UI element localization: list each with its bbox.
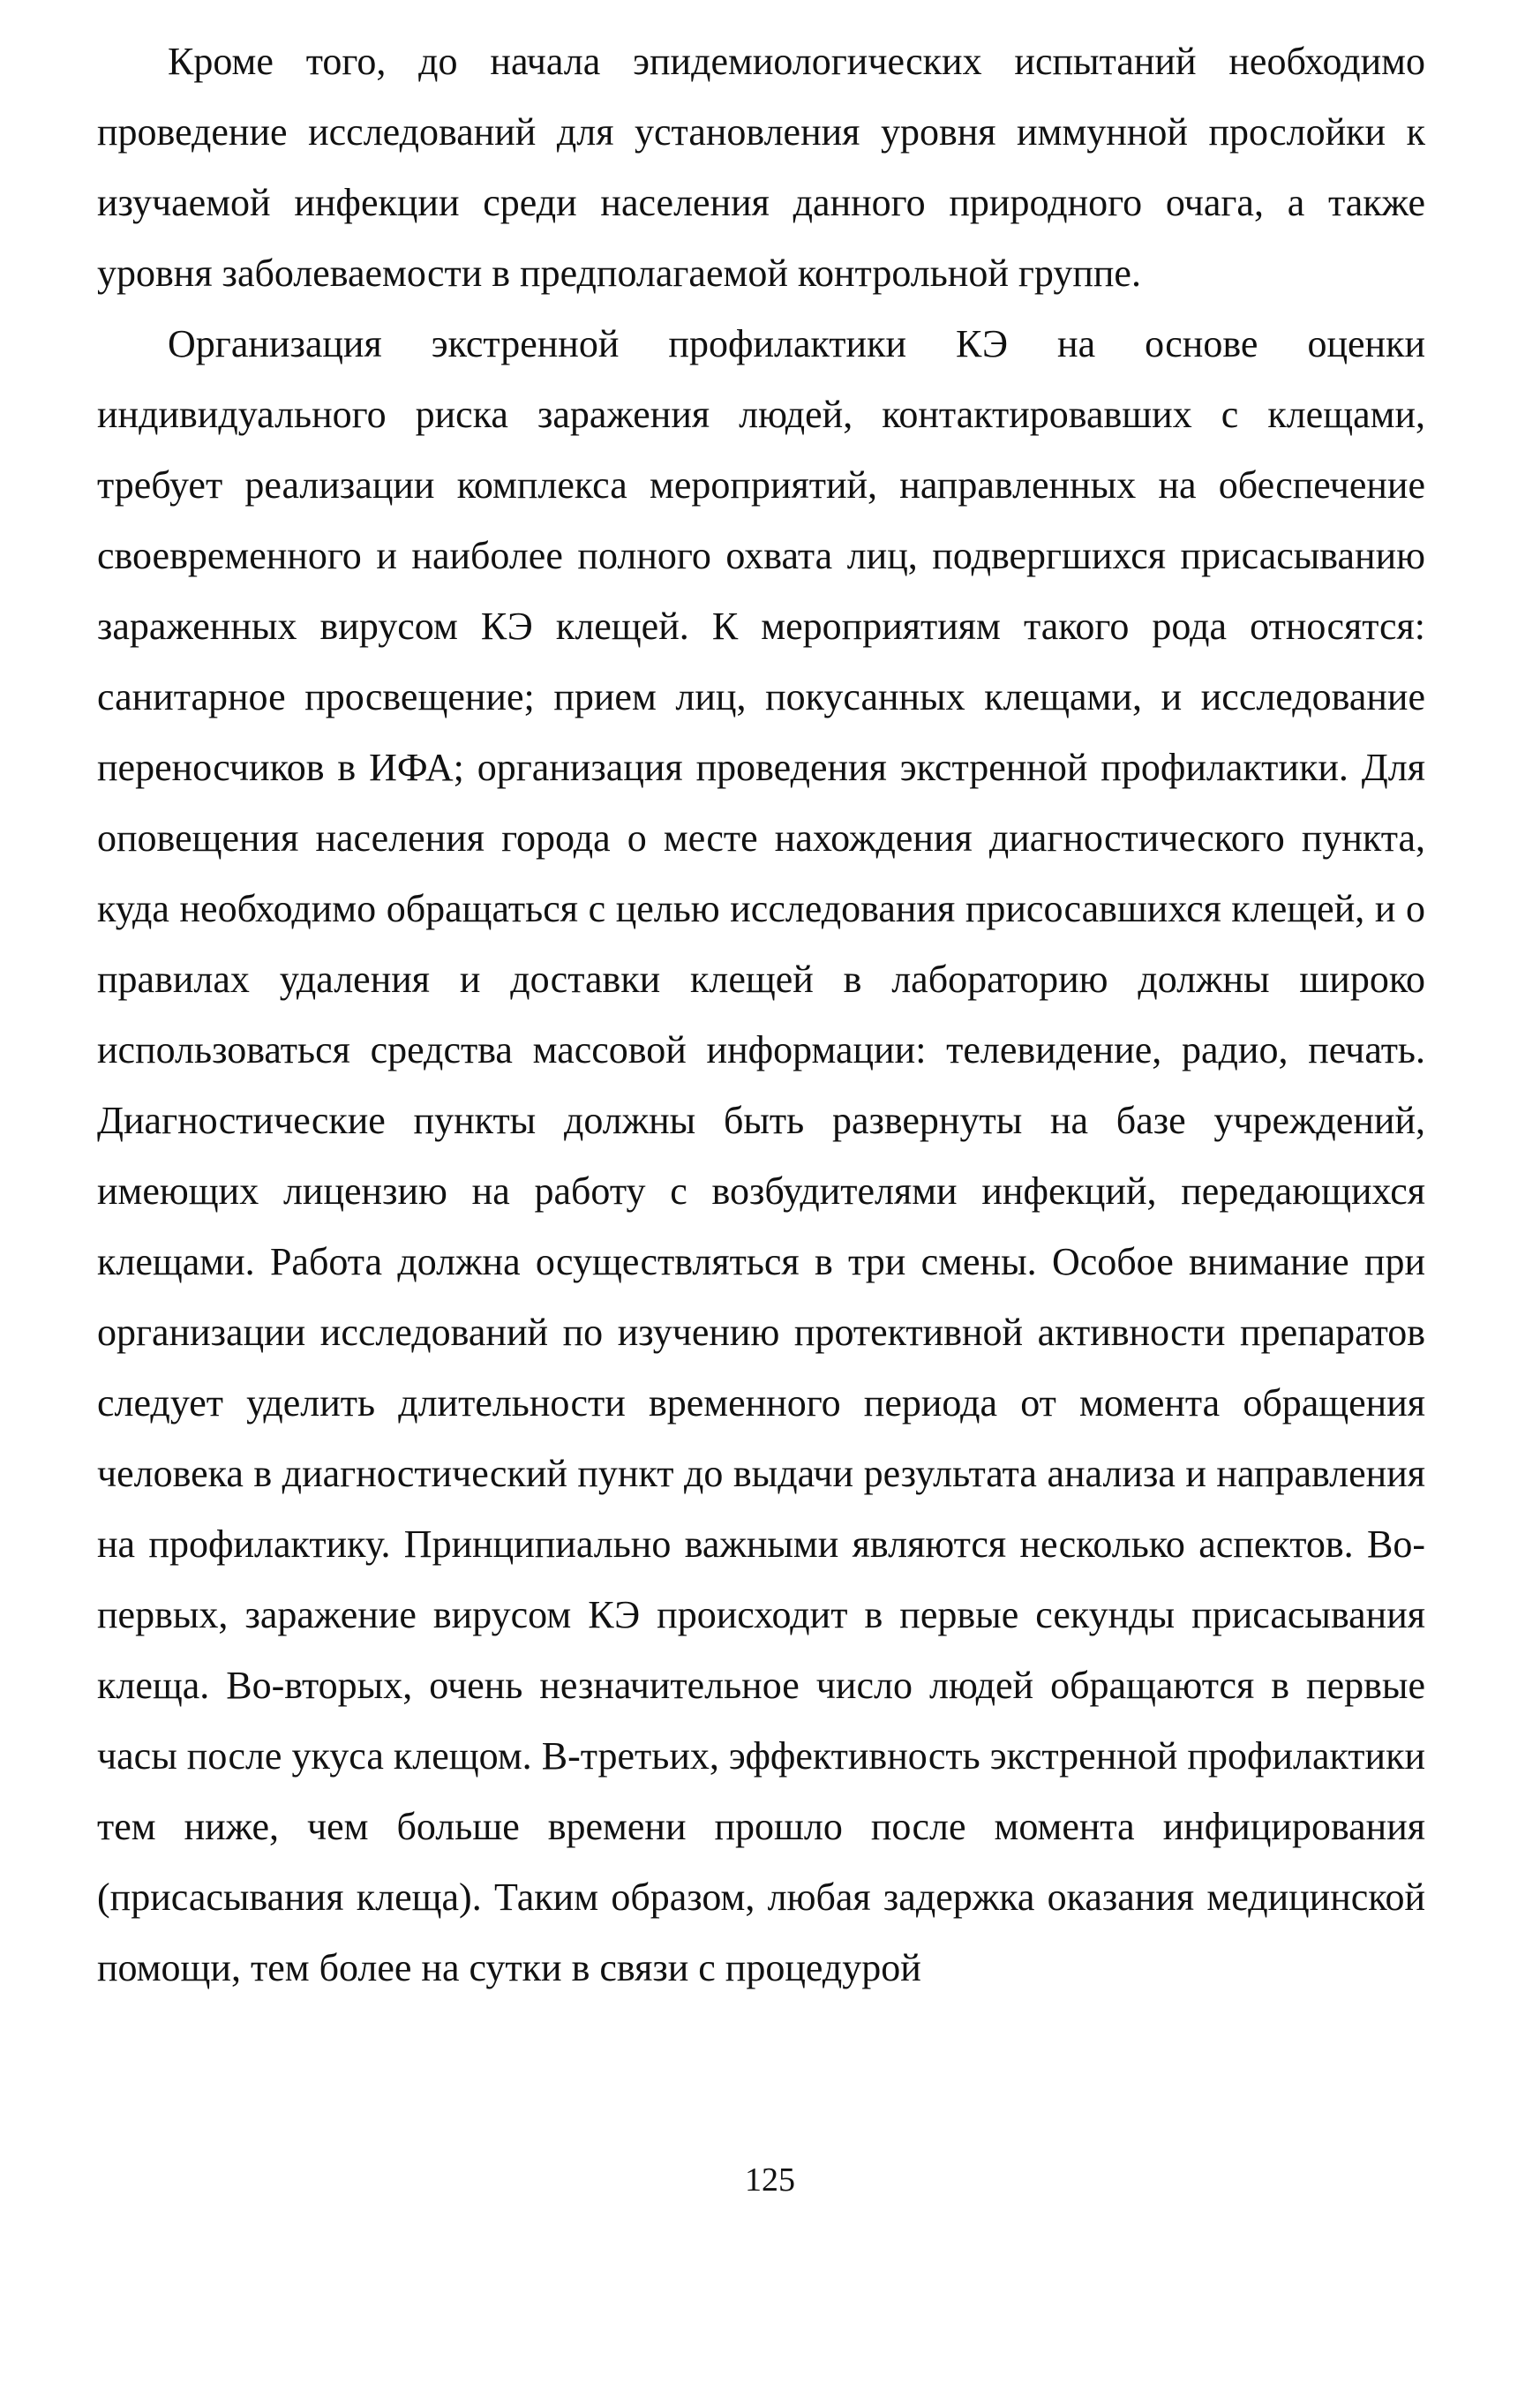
document-page bbox=[97, 26, 1425, 2286]
paragraph-2: Организация экстренной профилактики КЭ на основе оценки индивидуального риска заражения людей, контактировавших с клещами, требует реализации комплекса мероприятий, направленных на обеспечение своевременного и наиболее полного охвата лиц, подвергшихся присасыванию зараженных вирусом КЭ клещей. К мероприятиям такого рода относятся: санитарное просвещение; прием лиц, покусанных клещами, и исследование переносчиков в ИФА; организация проведения экстренной профилактики. Для оповещения населения города о месте нахождения диагностического пункта, куда необходимо обращаться с целью исследования присосавшихся клещей, и о правилах удаления и доставки клещей в лабораторию должны широко использоваться средства массовой информации: телевидение, радио, печать. Диагностические пункты должны быть развернуты на базе учреждений, имеющих лицензию на работу с возбудителями инфекций, передающихся клещами. Работа должна осуществляться в три смены. Особое внимание при организации исследований по изучению протективной активности препаратов следует уделить длительности временного периода от момента обращения человека в диагностический пункт до выдачи результата анализа и направления на профилактику. Принципиально важными являются несколько аспектов. Во-первых, заражение вирусом КЭ происходит в первые секунды присасывания клеща. Во-вторых, очень незначительное число людей обращаются в первые часы после укуса клещом. В-третьих, эффективность экстренной профилактики тем ниже, чем больше времени прошло после момента инфицирования (присасывания клеща). Таким образом, любая задержка оказания медицинской помощи, тем более на сутки в связи с процедурой bbox=[97, 322, 1425, 1989]
page-number: 125 bbox=[745, 2161, 795, 2199]
paragraph-1: Кроме того, до начала эпидемиологических испытаний необходимо проведение исследований для установления уровня иммунной прослойки к изучаемой инфекции среди населения данного природного очага, а также уровня заболеваемости в предполагаемой контрольной группе. bbox=[97, 40, 1425, 295]
